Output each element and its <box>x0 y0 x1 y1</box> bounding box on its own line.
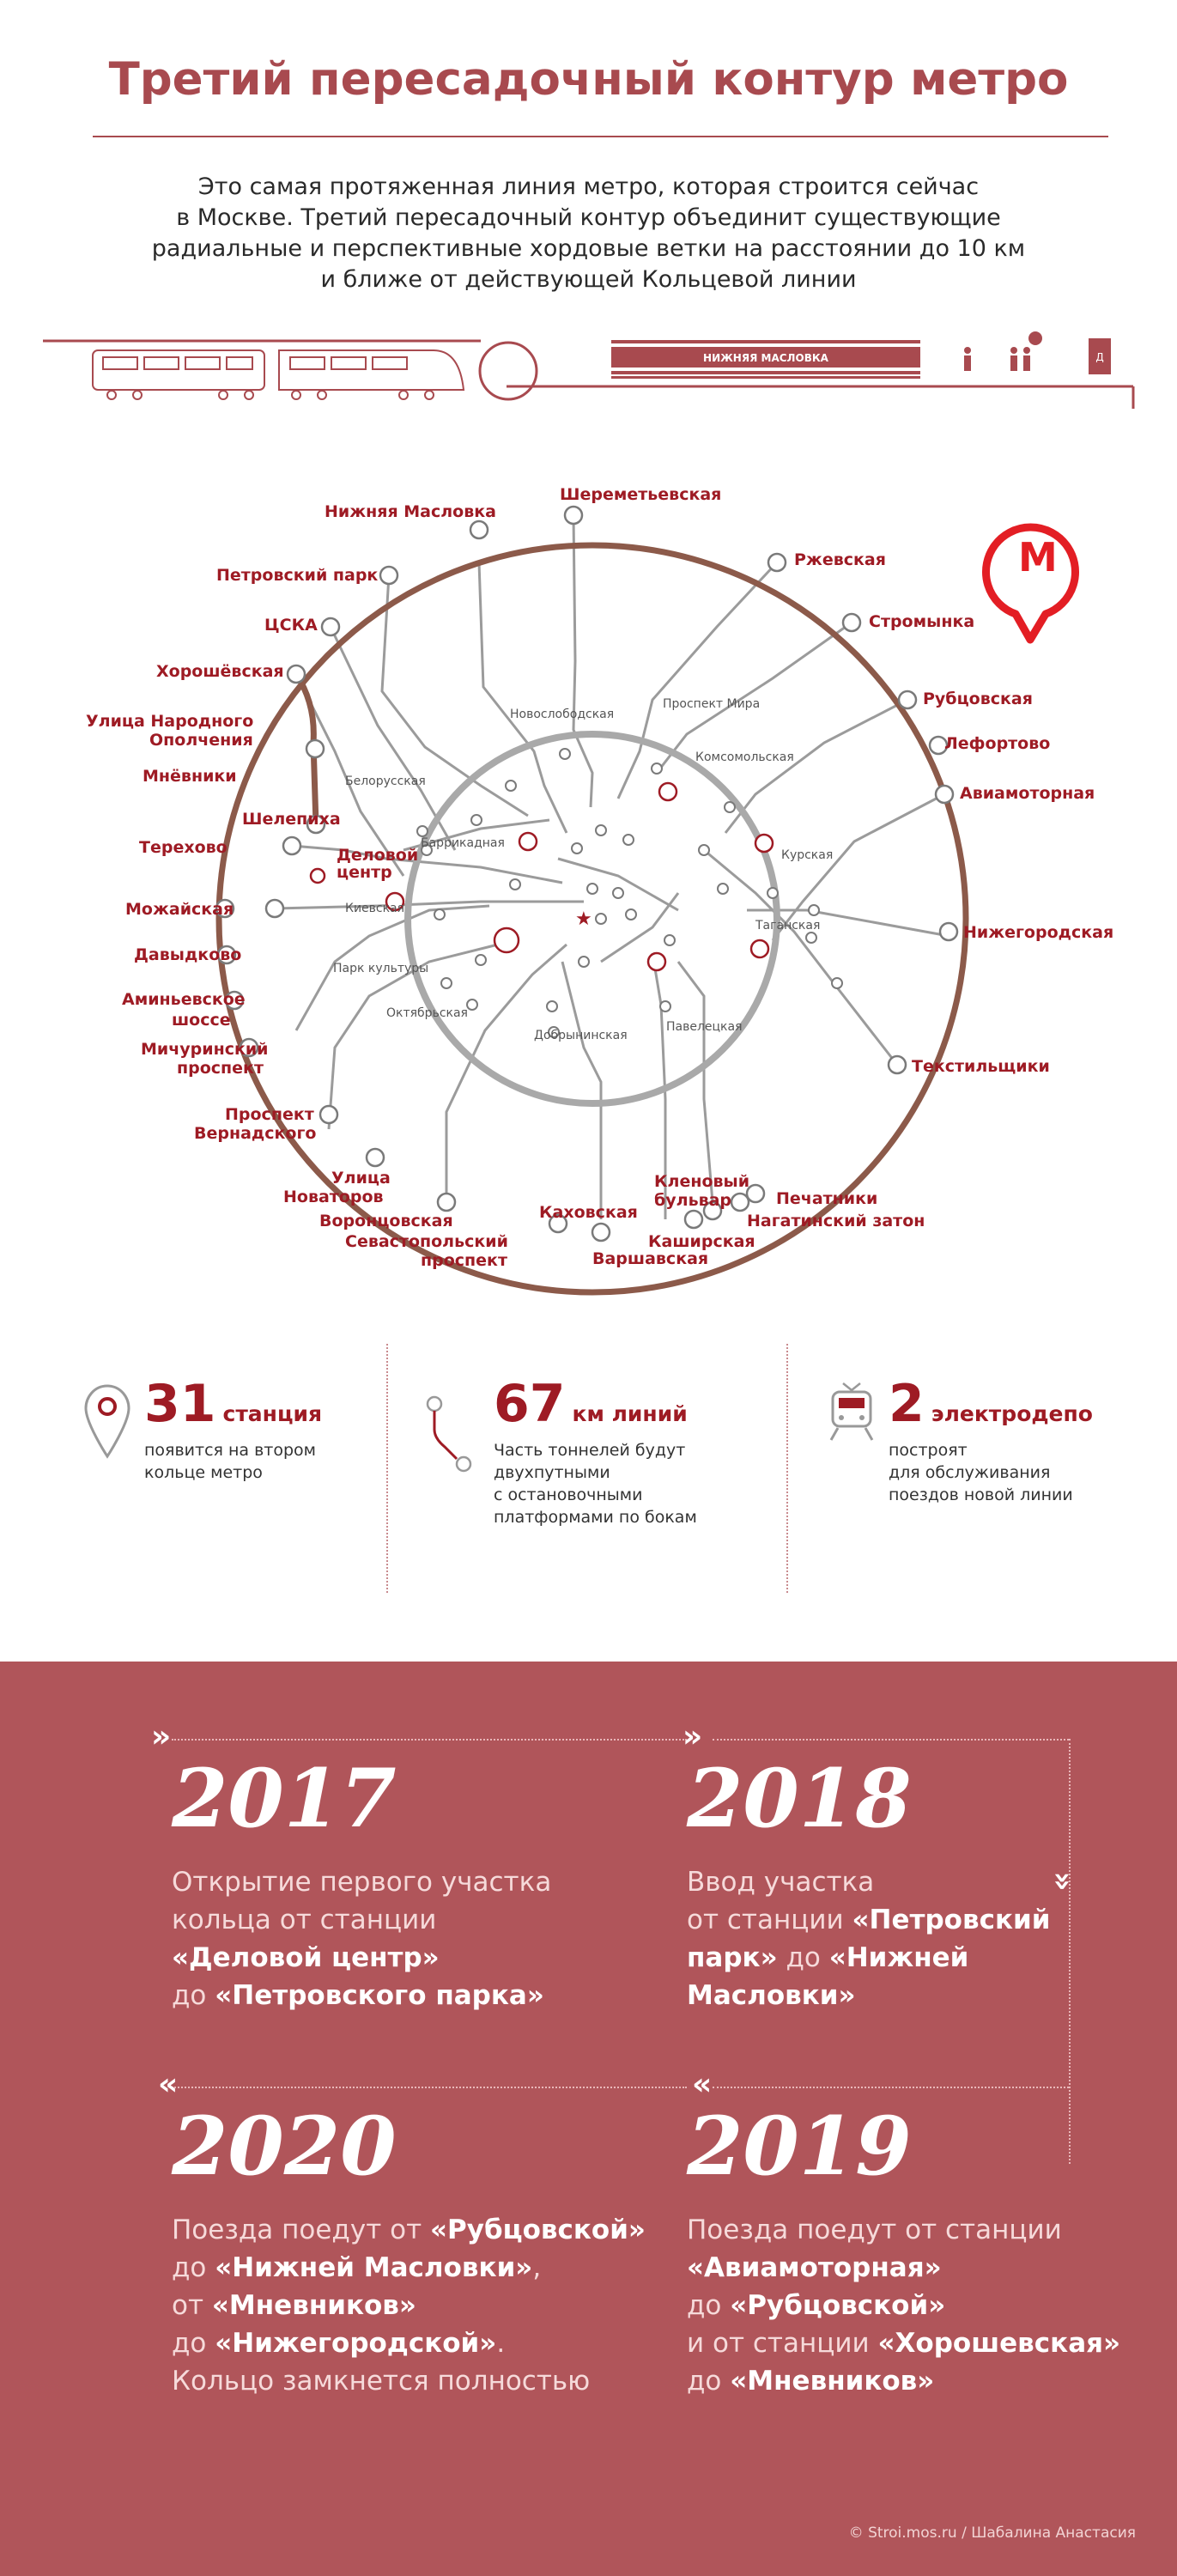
description-text: до <box>687 2290 731 2321</box>
stat-number: 2 <box>889 1374 925 1434</box>
station-name-highlight: «Авиамоторная» <box>687 2252 942 2283</box>
stat-description: появится на втором кольце метро <box>144 1441 317 1482</box>
description-text: до <box>172 2328 215 2359</box>
description-text: до <box>777 1942 829 1973</box>
inner-station-label: Парк культуры <box>333 962 429 975</box>
ring-station-dots <box>216 507 957 1241</box>
timeline-year: 2017 <box>172 1752 397 1846</box>
description-text: Открытие первого участка <box>172 1867 552 1898</box>
inner-station-label: Белорусская <box>345 775 426 788</box>
timeline-year: 2019 <box>687 2099 912 2194</box>
station-label: Вернадского <box>194 1124 317 1143</box>
description-text: до <box>172 1980 215 2011</box>
station-name-highlight: «Хорошевская» <box>877 2328 1121 2359</box>
station-label: центр <box>337 863 392 882</box>
stat-stations <box>144 1374 322 1484</box>
station-label: Нижняя Масловка <box>325 502 496 521</box>
intro-line: в Москве. Третий пересадочный контур объединит существующие <box>176 204 1001 231</box>
timeline-description-line <box>687 2287 1120 2324</box>
platform-strip-illustration <box>0 326 1177 412</box>
station-label: Терехово <box>139 838 228 857</box>
description-text: и от станции <box>687 2328 878 2359</box>
tunnel-portal-icon <box>480 343 537 399</box>
timeline-description <box>172 1863 551 2014</box>
intro-line: радиальные и перспективные хордовые ветки на расстоянии до 10 км <box>151 235 1026 262</box>
timeline-description-line <box>172 2249 646 2287</box>
station-label: Деловой <box>337 846 419 865</box>
chevron-left-icon: « <box>158 2067 179 2102</box>
station-label: шоссе <box>172 1011 231 1030</box>
station-label: ЦСКА <box>264 616 318 635</box>
station-label: Нижегородская <box>963 923 1114 942</box>
svg-text:Д: Д <box>1095 351 1104 363</box>
timeline-section <box>0 1662 1177 2576</box>
station-label: Печатники <box>776 1189 878 1208</box>
timeline-connector <box>713 2087 1069 2088</box>
station-label: Шереметьевская <box>560 485 722 504</box>
station-label: Ополчения <box>149 731 253 750</box>
timeline-description-line <box>687 1863 1050 1901</box>
station-label: Петровский парк <box>216 566 379 585</box>
timeline-description-line <box>172 1901 551 1939</box>
metro-map <box>0 447 1177 1305</box>
kremlin-star-icon: ★ <box>575 908 592 930</box>
station-label: Мичуринский <box>141 1040 269 1059</box>
page-title: Третий пересадочный контур метро <box>108 53 1069 106</box>
timeline-connector <box>1069 1739 1071 2164</box>
timeline-year: 2020 <box>172 2099 397 2194</box>
chevron-right-icon: » <box>683 1719 703 1754</box>
station-label: Можайская <box>125 900 234 919</box>
station-label: Улица <box>331 1169 391 1188</box>
description-text: Поезда поедут от станции <box>687 2215 1062 2245</box>
timeline-connector <box>172 2087 687 2088</box>
stat-description: Часть тоннелей будут двухпутными с остановочными платформами по бокам <box>494 1441 697 1527</box>
timeline-description <box>687 1863 1050 2014</box>
station-label: проспект <box>177 1059 264 1078</box>
station-name-highlight: «Нижней <box>828 1942 969 1973</box>
station-name-highlight: «Петровский <box>852 1905 1051 1935</box>
inner-station-label: Таганская <box>755 919 821 933</box>
description-text: Кольцо замкнется полностью <box>172 2366 591 2397</box>
description-text: до <box>687 2366 731 2397</box>
timeline-description-line <box>172 2362 646 2400</box>
inner-station-label: Баррикадная <box>421 836 505 850</box>
station-label: Каховская <box>539 1203 638 1222</box>
stat-number: 67 <box>494 1374 566 1434</box>
description-text: от <box>172 2290 212 2321</box>
timeline-description <box>687 2211 1120 2400</box>
timeline-description-line <box>172 1977 551 2014</box>
description-text: , <box>532 2252 542 2283</box>
station-name-highlight: «Петровского парка» <box>215 1980 544 2011</box>
description-text: Поезда поедут от <box>172 2215 430 2245</box>
description-text: Ввод участка <box>687 1867 875 1898</box>
station-label: Ржевская <box>794 550 886 569</box>
passengers-icon <box>964 331 1042 371</box>
inner-station-label: Курская <box>781 848 834 862</box>
timeline-description-line <box>687 2324 1120 2362</box>
station-label: Шелепиха <box>242 810 341 829</box>
description-text: . <box>496 2328 506 2359</box>
timeline-description-line <box>687 1901 1050 1939</box>
stat-unit: км линий <box>572 1401 688 1426</box>
stat-number: 31 <box>144 1374 216 1434</box>
intro-line: и ближе от действующей Кольцевой линии <box>320 266 857 293</box>
timeline-description-line <box>172 2211 646 2249</box>
inner-station-label: Проспект Мира <box>663 697 761 711</box>
station-label: Хорошёвская <box>156 662 284 681</box>
timeline-connector <box>172 1739 687 1741</box>
station-name-highlight: «Нижегородской» <box>215 2328 497 2359</box>
timeline-connector <box>713 1739 1069 1741</box>
chevron-left-icon: « <box>692 2067 713 2102</box>
station-sign <box>611 340 920 379</box>
timeline-description-line <box>172 1939 551 1977</box>
timeline-description-line <box>172 2324 646 2362</box>
station-name-highlight: «Рубцовской» <box>430 2215 646 2245</box>
station-label: Давыдково <box>134 945 242 964</box>
stat-divider <box>386 1344 388 1593</box>
stat-unit: электродепо <box>931 1401 1093 1426</box>
station-label: Аминьевское <box>122 990 246 1009</box>
inner-station-label: Новослободская <box>510 708 615 721</box>
intro-text <box>137 172 1040 295</box>
description-text: кольца от станции <box>172 1905 437 1935</box>
stat-depots <box>889 1374 1093 1506</box>
map-pin-icon <box>82 1381 133 1462</box>
intro-line: Это самая протяженная линия метро, которая строится сейчас <box>197 173 980 200</box>
timeline-description-line <box>172 2287 646 2324</box>
station-label: бульвар <box>654 1191 732 1210</box>
stat-length <box>494 1374 697 1528</box>
station-name-highlight: «Мневников» <box>730 2366 935 2397</box>
station-label: Варшавская <box>592 1249 709 1268</box>
station-label: Проспект <box>225 1105 314 1124</box>
station-label: Каширская <box>648 1232 755 1251</box>
station-label: проспект <box>421 1251 507 1270</box>
timeline-description-line <box>172 1863 551 1901</box>
description-text: от станции <box>687 1905 852 1935</box>
inner-station-label: Комсомольская <box>695 750 794 764</box>
moscow-metro-logo <box>986 527 1076 640</box>
station-name-highlight: «Мневников» <box>211 2290 416 2321</box>
stat-unit: станция <box>222 1401 323 1426</box>
station-label: Лефортово <box>944 734 1051 753</box>
station-label: Текстильщики <box>912 1057 1050 1076</box>
station-name-highlight: парк» <box>687 1942 778 1973</box>
station-label: Рубцовская <box>923 690 1033 708</box>
station-sign-text: НИЖНЯЯ МАСЛОВКА <box>703 352 828 364</box>
platform-screen-icon <box>1089 338 1111 374</box>
chevron-down-icon: » <box>1045 1871 1081 1892</box>
station-label: Новаторов <box>283 1188 384 1206</box>
timeline-description-line <box>687 1977 1050 2014</box>
train-car-icon <box>93 350 264 399</box>
station-label: Авиамоторная <box>960 784 1095 803</box>
station-label: Нагатинский затон <box>747 1212 925 1230</box>
timeline-description-line <box>687 2362 1120 2400</box>
station-name-highlight: «Нижней Масловки» <box>215 2252 533 2283</box>
timeline-description <box>172 2211 646 2400</box>
train-car-icon <box>279 350 464 399</box>
station-label: Севастопольский <box>345 1232 508 1251</box>
station-name-highlight: «Рубцовской» <box>730 2290 946 2321</box>
svg-text:М: М <box>1018 534 1058 580</box>
station-label: Воронцовская <box>319 1212 453 1230</box>
image-credit: © Stroi.mos.ru / Шабалина Анастасия <box>848 2524 1136 2542</box>
station-label: Улица Народного <box>86 712 254 731</box>
chevron-right-icon: » <box>151 1719 172 1754</box>
route-icon <box>421 1378 481 1481</box>
timeline-description-line <box>687 2211 1120 2249</box>
station-name-highlight: «Деловой центр» <box>172 1942 440 1973</box>
inner-station-label: Октябрьская <box>386 1006 468 1020</box>
timeline-year: 2018 <box>687 1752 912 1846</box>
inner-station-label: Добрынинская <box>534 1029 628 1042</box>
stat-description: построят для обслуживания поездов новой линии <box>889 1441 1073 1504</box>
inner-station-label: Павелецкая <box>666 1020 743 1034</box>
description-text: до <box>172 2252 215 2283</box>
inner-station-dots <box>417 749 842 1037</box>
title-divider <box>93 136 1108 137</box>
station-name-highlight: Масловки» <box>687 1980 856 2011</box>
train-icon <box>826 1378 877 1447</box>
station-label: Кленовый <box>654 1172 750 1191</box>
timeline-description-line <box>687 2249 1120 2287</box>
timeline-description-line <box>687 1939 1050 1977</box>
stat-divider <box>786 1344 788 1593</box>
station-label: Стромынка <box>869 612 975 631</box>
inner-station-label: Киевская <box>345 902 405 915</box>
station-label: Мнёвники <box>143 767 237 786</box>
